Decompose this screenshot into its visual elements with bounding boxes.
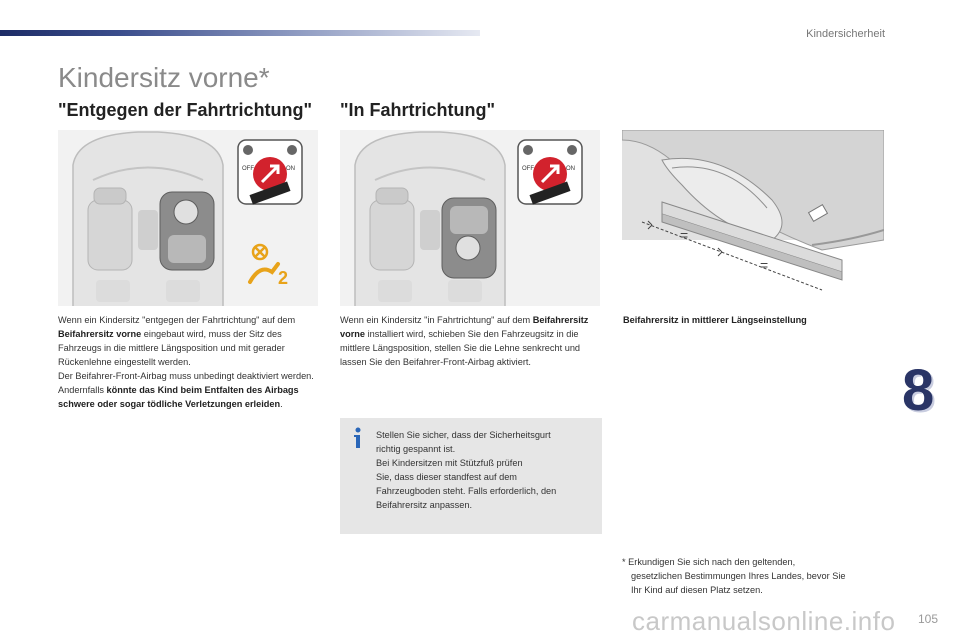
forward-facing-seat-illustration [340,130,600,306]
text-bold-segment: könnte das Kind beim Entfalten des Airbags schwere oder sogar tödliche Verletzungen erleiden [58,385,299,409]
text-bold-segment: Beifahrersitz vorne [58,329,142,339]
rear-facing-seat-illustration [58,130,318,306]
rear-facing-description [58,313,320,411]
text-segment: installiert wird, schieben Sie den Fahrzeugsitz in die mittlere Längsposition, stellen Sie die Lehne senkrecht und lassen Sie den Beifahrer-Front-Airbag aktiviert. [340,329,581,367]
heading-forward-facing: "In Fahrtrichtung" [340,100,496,120]
svg-text:=: = [680,227,689,243]
chapter-number: 8 [902,358,935,423]
airbag-off-label: OFF [522,166,534,172]
airbag-on-label: ON [286,166,295,172]
page-number: 105 [917,612,938,626]
text-segment: eingebaut wird, muss der Sitz des Fahrzeugs in die mittlere Längsposition und mit gerader Rückenlehne eingestellt werden. [58,329,285,367]
footnote-line: Ihr Kind auf diesen Platz setzen. [631,585,763,595]
info-line: Stellen Sie sicher, dass der Sicherheitsgurt [376,430,551,440]
info-line: Fahrzeugboden steht. Falls erforderlich, den [376,486,557,496]
airbag-off-label: OFF [242,166,254,172]
watermark: carmanualsonline.info [632,606,896,636]
svg-text:2: 2 [278,268,289,288]
info-line: richtig gespannt ist. [376,444,456,454]
text-segment: Der Beifahrer-Front-Airbag muss unbedingt deaktiviert werden. Andernfalls [58,371,314,395]
footnote [622,555,892,597]
info-line: Beifahrersitz anpassen. [376,500,473,510]
text-segment: Wenn ein Kindersitz "in Fahrtrichtung" auf dem [340,315,533,325]
text-bold-segment: Beifahrersitz vorne [340,315,589,339]
info-box [340,418,602,534]
info-line: Sie, dass dieser standfest auf dem [376,472,517,482]
heading-rear-facing: "Entgegen der Fahrtrichtung" [58,100,313,120]
seat-rail-illustration [622,130,884,306]
section-label: Kindersicherheit [806,28,885,40]
airbag-on-label: ON [566,166,575,172]
seat-rail-caption: Beifahrersitz in mittlerer Längseinstellung [623,315,807,325]
svg-text:=: = [760,257,769,273]
info-line: Bei Kindersitzen mit Stützfuß prüfen [376,458,523,468]
text-segment: . [280,399,283,409]
info-text [376,428,596,512]
page-title: Kindersitz vorne* [58,62,270,93]
info-icon [350,426,366,450]
forward-facing-description [340,313,602,369]
header-gradient-bar [0,30,480,36]
footnote-line: gesetzlichen Bestimmungen Ihres Landes, bevor Sie [631,571,846,581]
footnote-line: * Erkundigen Sie sich nach den geltenden, [622,557,796,567]
text-segment: Wenn ein Kindersitz "entgegen der Fahrtrichtung" auf dem [58,315,296,325]
